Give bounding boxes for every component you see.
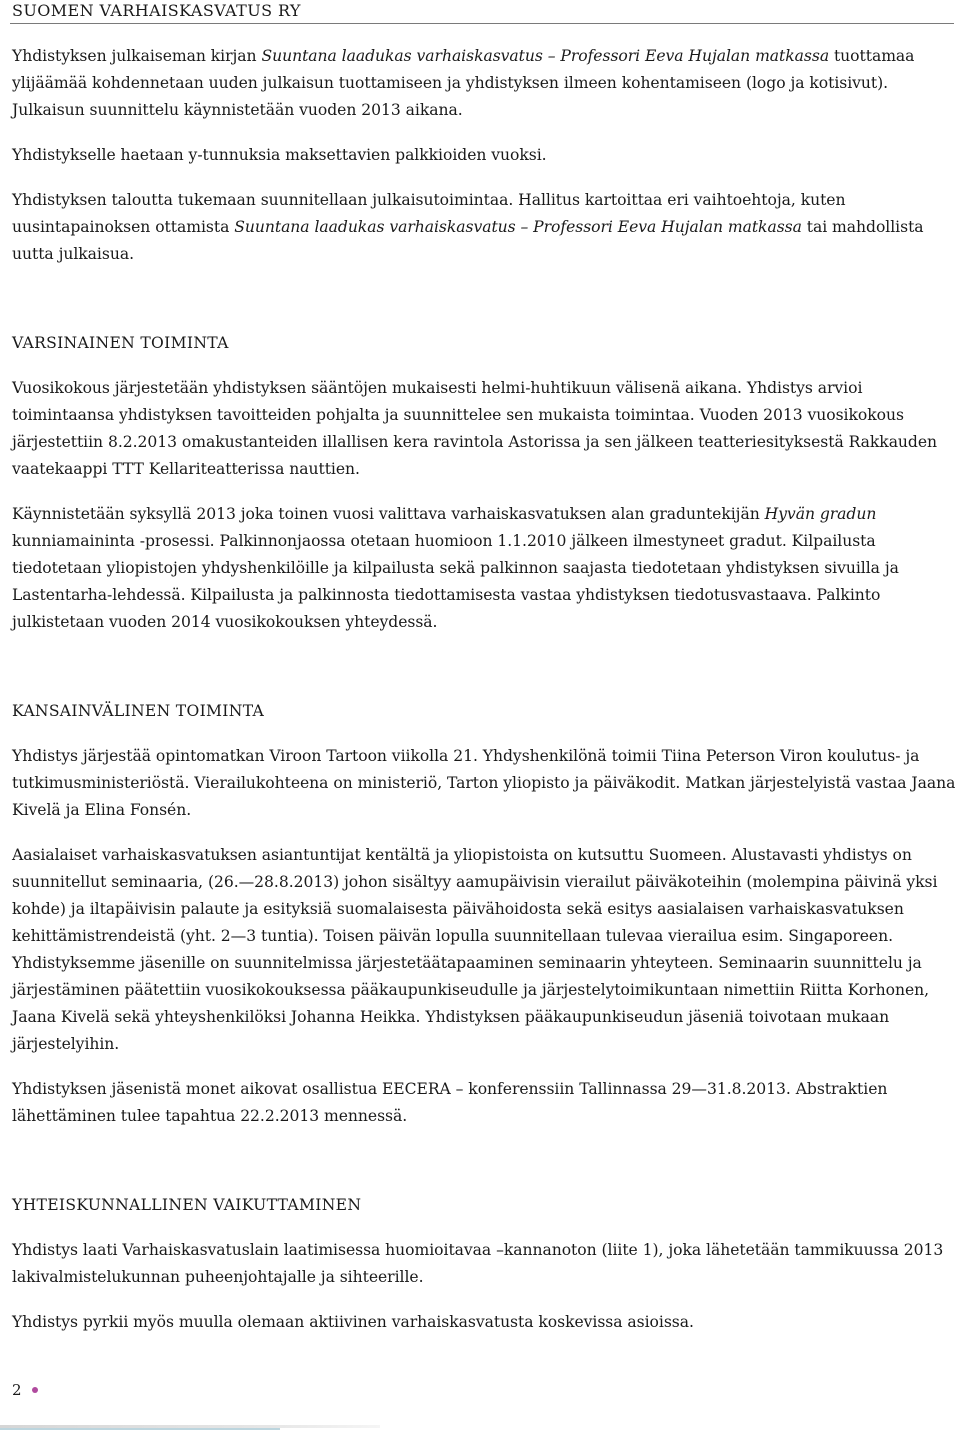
bullet-dot-icon bbox=[32, 1387, 38, 1393]
section-heading-varsinainen: VARSINAINEN TOIMINTA bbox=[12, 334, 229, 352]
page-number: 2 bbox=[12, 1381, 22, 1399]
yhteiskunnallinen-paragraph-statement: Yhdistys laati Varhaiskasvatuslain laatimisessa huomioitavaa –kannanoton (liite 1), joka lähetetään tammikuussa 2013 lakivalmistelukunnan puheenjohtajalle ja sihteerille. bbox=[12, 1241, 944, 1286]
book-title: Suuntana laadukas varhaiskasvatus – Professori Eeva Hujalan matkassa bbox=[261, 47, 830, 65]
section-heading-kansainvalinen: KANSAINVÄLINEN TOIMINTA bbox=[12, 702, 265, 720]
document-body bbox=[12, 43, 956, 1354]
kansainvalinen-paragraph-eecera: Yhdistyksen jäsenistä monet aikovat osallistua EECERA – konferenssiin Tallinnassa 29—31.8.2013. Abstraktien lähettäminen tulee tapahtua 22.2.2013 mennessä. bbox=[12, 1080, 888, 1125]
kansainvalinen-paragraph-asian-seminar: Aasialaiset varhaiskasvatuksen asiantuntijat kentältä ja yliopistoista on kutsuttu Suomeen. Alustavasti yhdistys on suunnitellut seminaaria, (26.—28.8.2013) johon sisältyy aamupäivisin vierailut päiväkoteihin (molempina päivinä yksi kohde) ja iltapäivisin palaute ja esityksiä suomalaisesta päivähoidosta sekä esitys aasialaisen varhaiskasvatuksen kehittämistrendeistä (yht. 2—3 tuntia). Toisen päivän lopulla suunnitellaan tulevaa vierailua esim. Singaporeen. Yhdistyksemme jäsenille on suunnitelmissa järjestetäätapaaminen seminaarin yhteyteen. Seminaarin suunnittelu ja järjestäminen päätettiin vuosikokouksessa pääkaupunkiseudulle ja järjestelytoimikuntaan nimettiin Riitta Korhonen, Jaana Kivelä sekä yhteyshenkilöksi Johanna Heikka. Yhdistyksen pääkaupunkiseudun jäseniä toivotaan mukaan järjestelyihin. bbox=[12, 846, 938, 1053]
intro-paragraph-business-id: Yhdistykselle haetaan y-tunnuksia maksettavien palkkioiden vuoksi. bbox=[12, 146, 547, 164]
yhteiskunnallinen-paragraph-other: Yhdistys pyrkii myös muulla olemaan aktiivinen varhaiskasvatusta koskevissa asioissa. bbox=[12, 1313, 694, 1331]
varsinainen-paragraph-gradu-award: Käynnistetään syksyllä 2013 joka toinen vuosi valittava varhaiskasvatuksen alan graduntekijän Hyvän gradun kunniamaininta -prosessi. Palkinnonjaossa otetaan huomioon 1.1.2010 jälkeen ilmestyneet gradut. Kilpailusta tiedotetaan yliopistojen yhdyshenkilöille ja kilpailusta sekä palkinnon saajasta tiedotetaan yhdistyksen sivuilla ja Lastentarha-lehdessä. Kilpailusta ja palkinnosta tiedottamisesta vastaa yhdistyksen tiedotusvastaava. Palkinto julkistetaan vuoden 2014 vuosikokouksen yhteydessä. bbox=[12, 505, 899, 631]
intro-paragraph-publication: Yhdistyksen julkaiseman kirjan Suuntana laadukas varhaiskasvatus – Professori Eeva Hujalan matkassa tuottamaa ylijäämää kohdennetaan uuden julkaisun tuottamiseen ja yhdistyksen ilmeen kohentamiseen (logo ja kotisivut). Julkaisun suunnittelu käynnistetään vuoden 2013 aikana. bbox=[12, 47, 915, 119]
kansainvalinen-paragraph-tartu-trip: Yhdistys järjestää opintomatkan Viroon Tartoon viikolla 21. Yhdyshenkilönä toimii Tiina Peterson Viron koulutus- ja tutkimusministeriöstä. Vierailukohteena on ministeriö, Tarton yliopisto ja päiväkodit. Matkan järjestelyistä vastaa Jaana Kivelä ja Elina Fonsén. bbox=[12, 747, 956, 819]
section-heading-yhteiskunnallinen: YHTEISKUNNALLINEN VAIKUTTAMINEN bbox=[12, 1196, 362, 1214]
running-header: SUOMEN VARHAISKASVATUS RY bbox=[12, 1, 301, 20]
varsinainen-paragraph-annual-meeting: Vuosikokous järjestetään yhdistyksen sääntöjen mukaisesti helmi-huhtikuun välisenä aikana. Yhdistys arvioi toimintaansa yhdistyksen tavoitteiden pohjalta ja suunnittelee sen mukaista toimintaa. Vuoden 2013 vuosikokous järjestettiin 8.2.2013 omakustanteiden illallisen kera ravintola Astorissa ja sen jälkeen teatteriesityksestä Rakkauden vaatekaappi TTT Kellariteatterissa nauttien. bbox=[12, 379, 938, 478]
footer-accent-rule bbox=[0, 1428, 280, 1430]
header-rule bbox=[10, 23, 954, 24]
book-title-reprint: Suuntana laadukas varhaiskasvatus – Professori Eeva Hujalan matkassa bbox=[234, 218, 802, 236]
award-name: Hyvän gradun bbox=[764, 505, 877, 523]
intro-paragraph-finances: Yhdistyksen taloutta tukemaan suunnitellaan julkaisutoimintaa. Hallitus kartoittaa eri vaihtoehtoja, kuten uusintapainoksen ottamista Suuntana laadukas varhaiskasvatus – Professori Eeva Hujalan matkassa tai mahdollista uutta julkaisua. bbox=[12, 191, 924, 263]
